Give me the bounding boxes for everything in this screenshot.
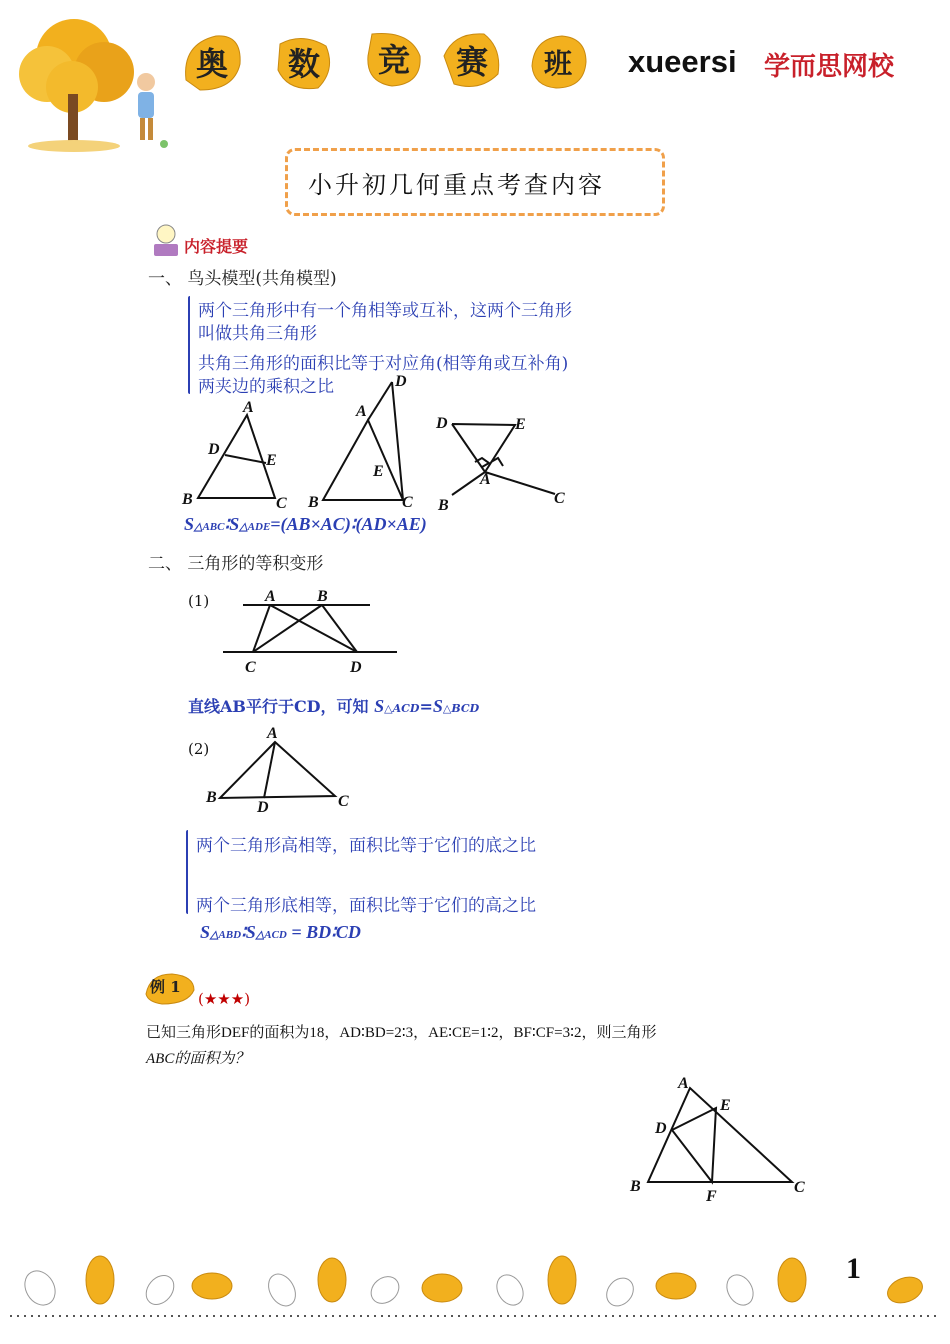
example-label-f: F — [706, 1188, 717, 1205]
formula2-sub2: △ACD — [255, 929, 287, 941]
formula1-rest: =(AB×AC)∶(AD×AE) — [270, 514, 427, 534]
fig2-label-e: E — [373, 463, 384, 480]
formula1-s1: S — [184, 514, 195, 534]
header-leaf-2 — [272, 30, 336, 94]
tree-illustration — [12, 12, 172, 152]
header-leaf-1 — [180, 30, 244, 94]
section2-formula — [200, 922, 361, 943]
formula1-s2: S — [229, 514, 240, 534]
statement1-s2: S — [432, 696, 443, 716]
equal-area-figure-2 — [200, 722, 360, 818]
example-badge: 例 1 — [150, 978, 181, 996]
example-label-c: C — [794, 1179, 805, 1196]
example-label-a: A — [678, 1075, 689, 1092]
statement1-s1: S — [374, 696, 385, 716]
section1-point2-line1: 共角三角形的面积比等于对应角(相等角或互补角) — [198, 354, 569, 374]
section1-point1-line1: 两个三角形中有一个角相等或互补，这两个三角形 — [198, 301, 572, 321]
example-stars: (★★★) — [198, 990, 251, 1008]
summary-label: 内容提要 — [184, 237, 249, 256]
fig3-label-b: B — [438, 497, 449, 514]
fig1b-label-b: B — [317, 588, 328, 605]
brand-logo — [628, 44, 737, 80]
example-figure — [620, 1068, 820, 1208]
header-leaf-2-char: 数 — [287, 45, 320, 83]
fig2-number: (2) — [188, 740, 210, 758]
statement1-text: 直线AB平行于CD，可知 — [188, 697, 375, 716]
fig1-label-a: A — [243, 399, 254, 416]
section1-heading: 一、 鸟头模型(共角模型) — [148, 269, 337, 289]
page-title — [285, 148, 665, 216]
fig2-label-b: B — [308, 494, 319, 511]
section1-point1-line2: 叫做共角三角形 — [198, 324, 317, 344]
page-number: 1 — [846, 1252, 861, 1285]
header-leaf-4-char: 赛 — [455, 43, 488, 81]
fig1b-label-d: D — [350, 659, 362, 676]
fig1b-label-c: C — [245, 659, 256, 676]
lightbulb-icon — [150, 222, 182, 258]
example-line2: ABC的面积为？ — [146, 1051, 250, 1067]
header-leaf-5 — [526, 30, 590, 94]
example-label-e: E — [720, 1097, 731, 1114]
fig1-label-c: C — [276, 495, 287, 512]
fig1-number: (1) — [188, 592, 210, 610]
fig3-label-c: C — [554, 490, 565, 507]
fig2b-label-a: A — [267, 725, 278, 742]
fig2b-label-b: B — [206, 789, 217, 806]
brand-latin: xueersi — [628, 44, 737, 79]
example-line1: 已知三角形DEF的面积为18，AD∶BD=2∶3，AE∶CE=1∶2，BF∶CF=3∶2，则三角形 — [146, 1025, 657, 1041]
formula2-s1: S — [200, 922, 211, 942]
section2-point1: 两个三角形高相等，面积比等于它们的底之比 — [196, 836, 536, 856]
section2-heading: 二、 三角形的等积变形 — [148, 554, 324, 574]
formula1-sub1: △ABC — [194, 521, 225, 533]
header-leaf-5-char: 班 — [543, 47, 572, 80]
formula2-sub1: △ABD — [210, 929, 242, 941]
header-leaf-3 — [362, 26, 426, 90]
fig3-label-a: A — [480, 471, 491, 488]
formula1-colon: ∶ — [224, 514, 230, 534]
fig3-label-d: D — [436, 415, 448, 432]
section2-statement1 — [188, 694, 479, 717]
fig2-label-c: C — [402, 494, 413, 511]
statement1-eq: = — [419, 697, 433, 716]
fig2-label-a: A — [356, 403, 367, 420]
section1-formula — [184, 514, 427, 535]
formula2-rest: = BD∶CD — [286, 922, 361, 942]
equal-area-figure-1 — [215, 584, 415, 679]
fig2b-label-d: D — [257, 799, 269, 816]
page-title-text: 小升初几何重点考查内容 — [308, 170, 605, 199]
formula2-colon: ∶ — [241, 922, 246, 942]
formula1-sub2: △ADE — [239, 521, 271, 533]
example-label-b: B — [630, 1178, 641, 1195]
header-leaf-3-char: 竞 — [377, 41, 410, 79]
formula2-s2: S — [245, 922, 256, 942]
fig2b-label-c: C — [338, 793, 349, 810]
fig1-label-d: D — [208, 441, 220, 458]
statement1-sub1: △ACD — [384, 702, 420, 715]
fig3-label-e: E — [515, 416, 526, 433]
brand-chinese: 学而思网校 — [764, 51, 895, 81]
header-leaf-1-char: 奥 — [195, 45, 228, 83]
fig1-label-e: E — [266, 452, 277, 469]
footer-leaves-border — [0, 1250, 950, 1330]
section1-point2-line2: 两夹边的乘积之比 — [198, 377, 334, 397]
bird-head-figures — [170, 370, 590, 520]
section2-point2: 两个三角形底相等，面积比等于它们的高之比 — [196, 896, 536, 916]
header-leaf-4 — [440, 28, 504, 92]
fig1b-label-a: A — [265, 588, 276, 605]
section2-brace — [186, 830, 188, 914]
example-label-d: D — [655, 1120, 667, 1137]
fig2-label-d: D — [395, 373, 407, 390]
fig1-label-b: B — [182, 491, 193, 508]
statement1-sub2: △BCD — [442, 702, 480, 715]
